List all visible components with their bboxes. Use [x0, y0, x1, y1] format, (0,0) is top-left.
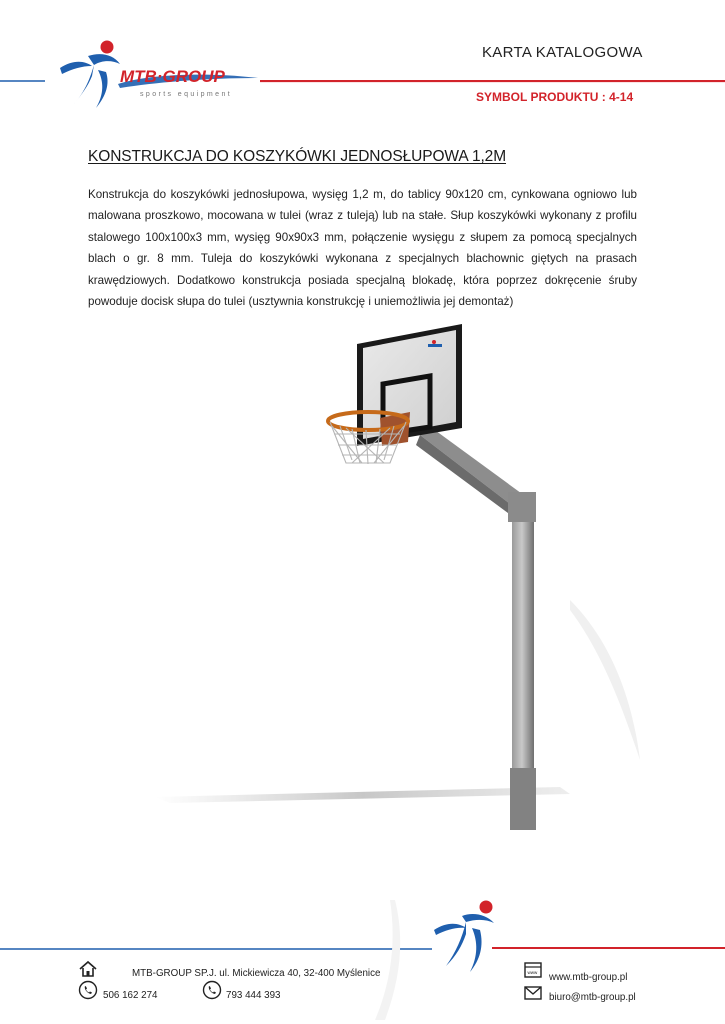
website-link[interactable]: www.mtb-group.pl: [549, 972, 628, 983]
phone-number-2[interactable]: 793 444 393: [226, 990, 281, 1001]
logo-wordmark: MTB·GROUP: [120, 67, 225, 86]
phone-number-1[interactable]: 506 162 274: [103, 990, 158, 1001]
svg-text:www: www: [527, 970, 538, 975]
company-address: MTB-GROUP SP.J. ul. Mickiewicza 40, 32-400 Myślenice: [132, 968, 381, 979]
phone-icon: [78, 980, 98, 1000]
company-logo: [58, 38, 268, 118]
product-title: KONSTRUKCJA DO KOSZYKÓWKI JEDNOSŁUPOWA 1,2M: [88, 148, 507, 165]
logo-tagline: sports equipment: [140, 91, 233, 98]
document-type: KARTA KATALOGOWA: [482, 44, 643, 61]
basketball-hoop-illustration: [100, 300, 660, 860]
phone-icon: [202, 980, 222, 1000]
web-icon: [523, 960, 543, 980]
email-link[interactable]: biuro@mtb-group.pl: [549, 992, 636, 1003]
home-icon: [78, 959, 98, 979]
product-description: Konstrukcja do koszykówki jednosłupowa, wysięg 1,2 m, do tablicy 90x120 cm, cynkowana ogniowo lub malowana proszkowo, mocowana w tulei (wraz z tuleją) lub na stałe. Słup koszykówki wykonany z profilu stalowego 100x100x3 mm, wysięg 90x90x3 mm, połączenie wysięgu z słupem za pomocą specjalnych blach o gr. 8 mm. Tuleja do koszykówki wykonana z specjalnych blachownic giętych na prasach krawędziowych. Dodatkowo konstrukcja posiada specjalną blokadę, która poprzez dokręcenie śruby powoduje docisk słupa do tulei (usztywnia konstrukcję i uniemożliwia jej demontaż): [88, 188, 637, 309]
mail-icon: [523, 983, 543, 1003]
product-symbol: SYMBOL PRODUKTU : 4-14: [476, 90, 634, 104]
